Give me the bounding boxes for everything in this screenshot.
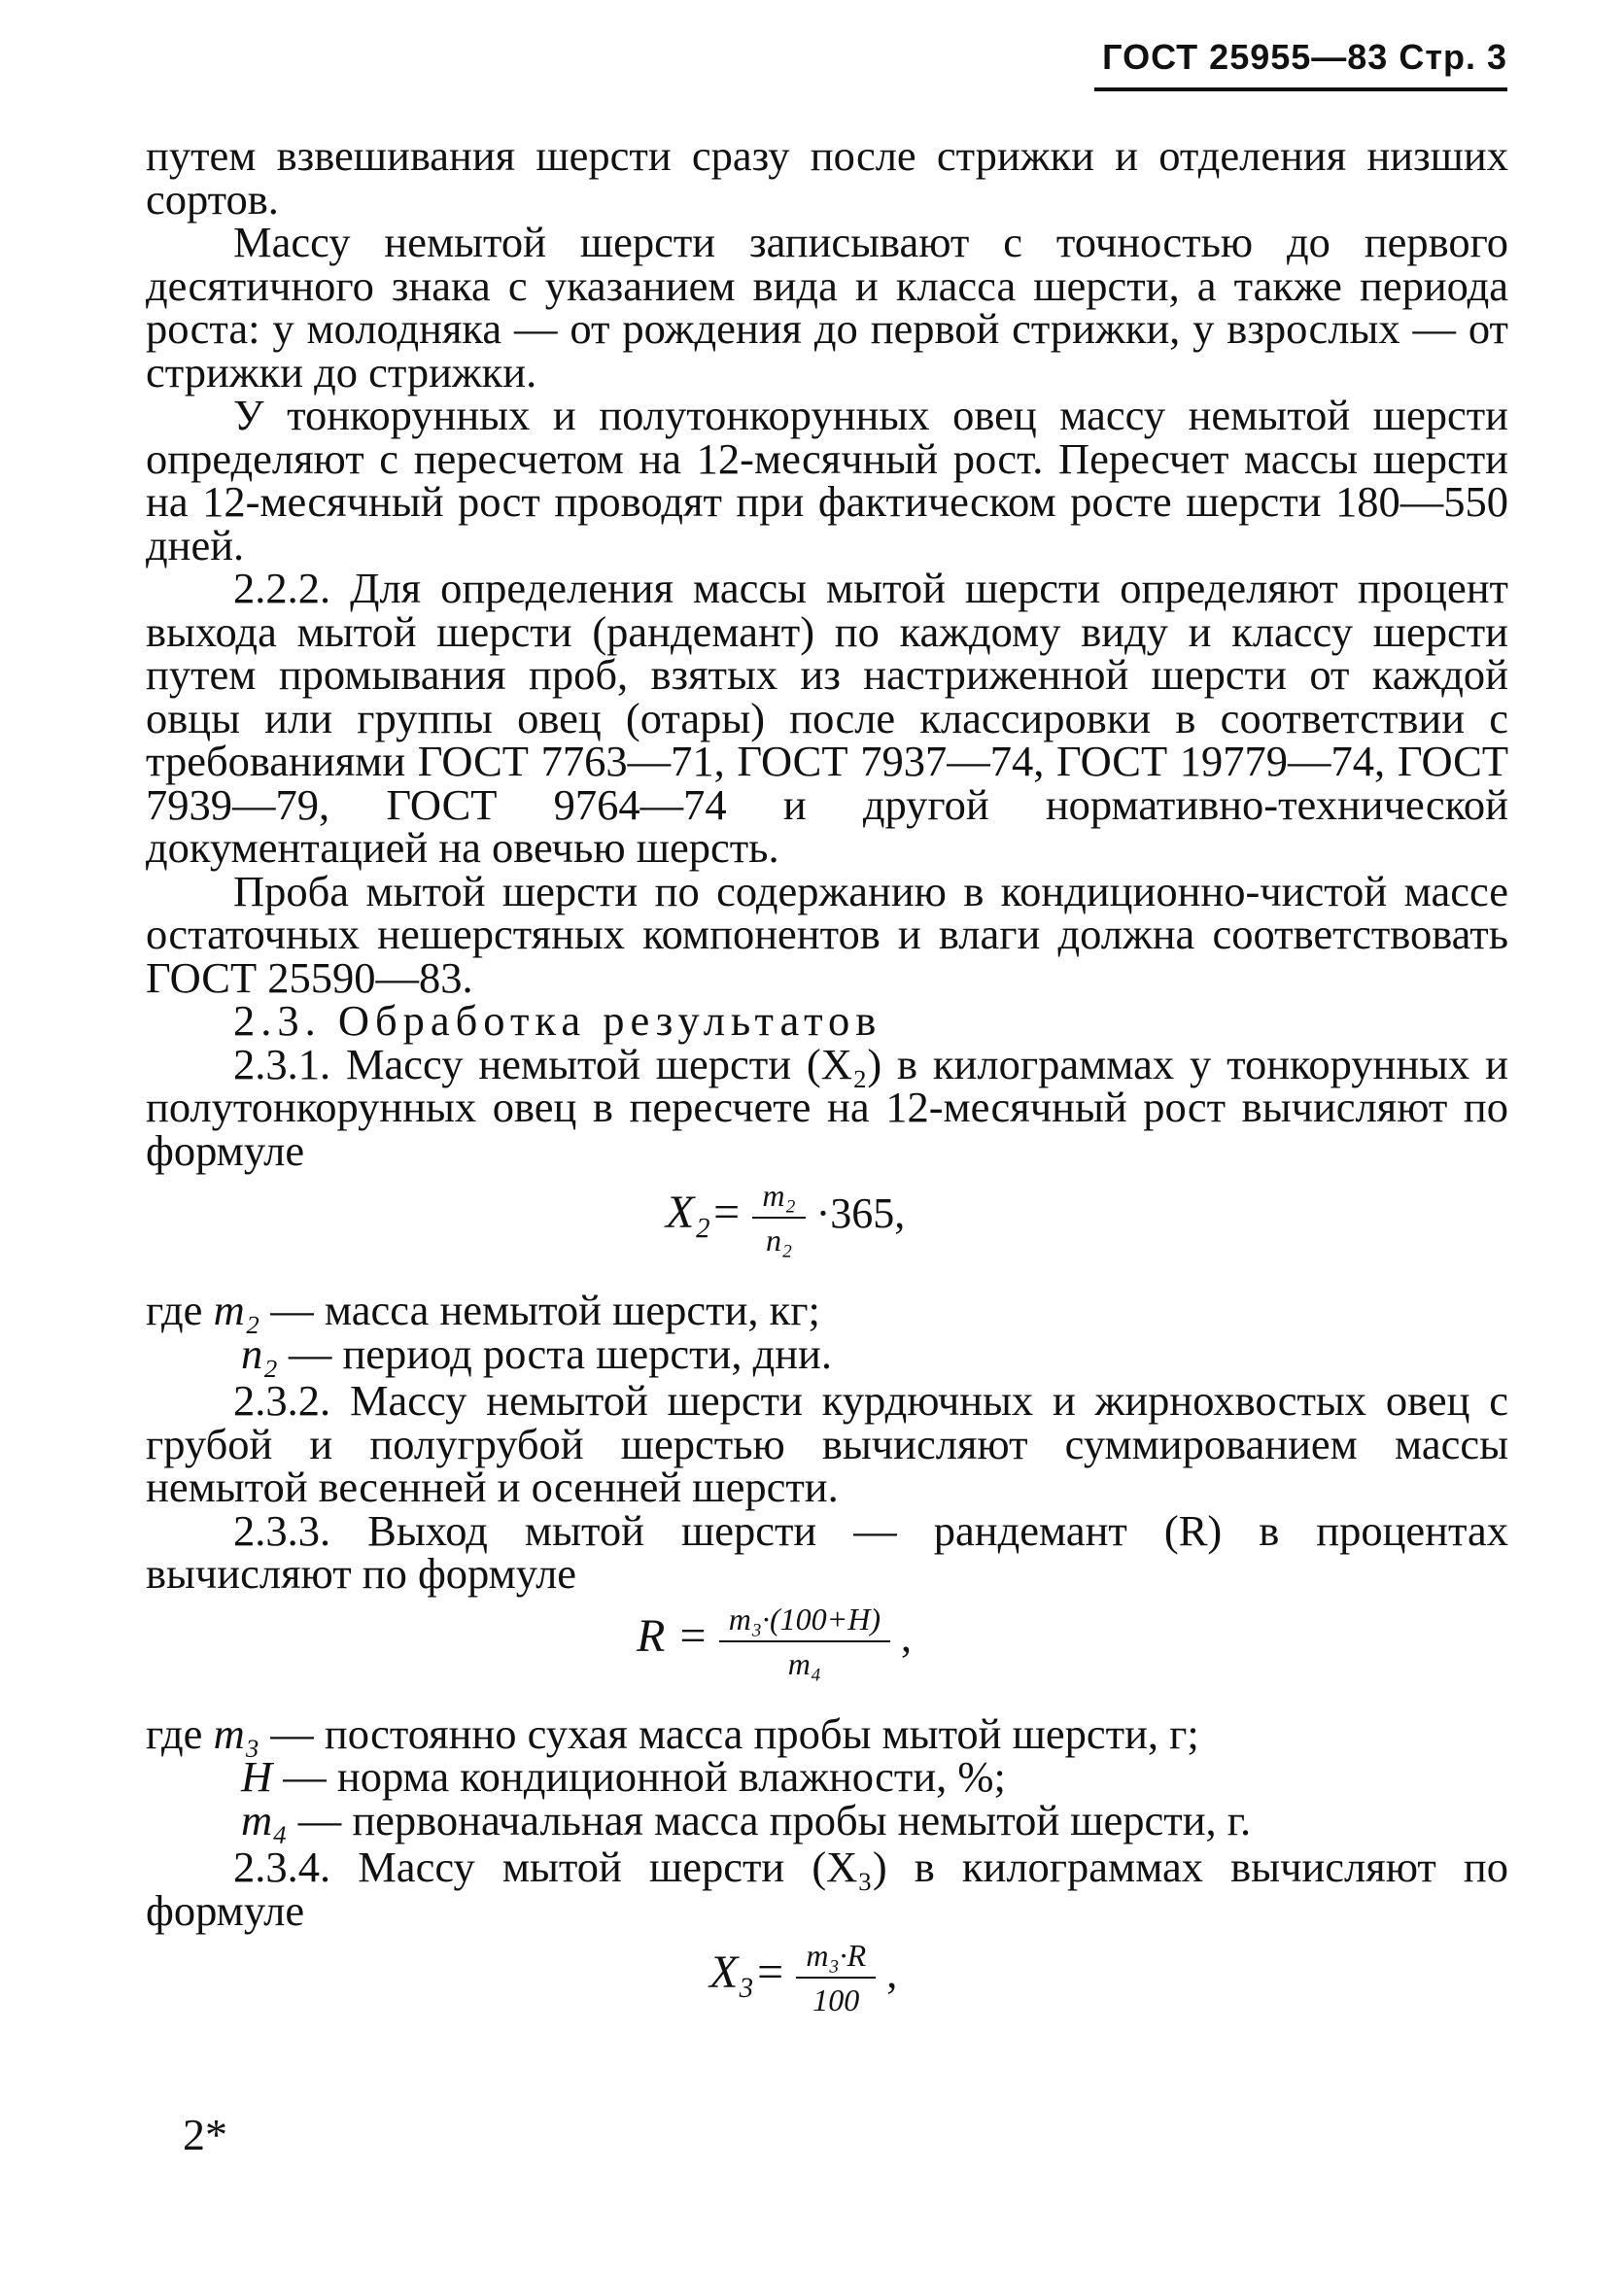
header-rule xyxy=(1094,87,1507,91)
legend-symbol: m₃ xyxy=(213,1708,260,1758)
legend-description: — масса немытой шерсти, кг; xyxy=(270,1286,820,1334)
formula-r-tail: , xyxy=(900,1612,912,1661)
formula-r-denominator: m₄ xyxy=(787,1645,821,1681)
legend-line xyxy=(146,1752,1508,1801)
paragraph-2-3-1: 2.3.1. Массу немытой шерсти (X₂) в килограммах у тонкорунных и полутонкорунных овец в пересчете на 12-месячный рост вычисляют по формуле xyxy=(146,1039,1508,1175)
legend-description: — первоначальная масса пробы немытой шерсти, г. xyxy=(297,1795,1252,1844)
formula-r-numerator: m₃·(100+H) xyxy=(719,1603,890,1642)
formula-x3-tail: , xyxy=(886,1949,898,1998)
section-title: 2.3. Обработка результатов xyxy=(233,996,882,1045)
paragraph-2-3-3: 2.3.3. Выход мытой шерсти — рандемант (R) в процентах вычисляют по формуле xyxy=(146,1505,1508,1598)
formula-x3-denominator: 100 xyxy=(812,1982,860,2017)
legend-line xyxy=(146,1795,1508,1844)
standard-number: ГОСТ 25955—83 xyxy=(1102,37,1389,77)
formula-r-fraction xyxy=(719,1603,890,1679)
formula-x3-lhs: X₃= xyxy=(709,1947,786,1999)
formula-x2-denominator: n₂ xyxy=(765,1223,793,1258)
paragraph-2-3-2: 2.3.2. Массу немытой шерсти курдючных и жирнохвостых овец с грубой и полугрубой шерстью вычисляют суммированием массы немытой весенней и осенней шерсти. xyxy=(146,1376,1508,1511)
formula-x2-tail: ·365, xyxy=(815,1189,906,1238)
legend-formula-x2 xyxy=(146,1286,1508,1378)
legend-symbol: m₄ xyxy=(241,1795,288,1844)
paragraph-continued: путем взвешивания шерсти сразу после стрижки и отделения низших сортов. xyxy=(146,131,1508,224)
formula-x3-numerator: m₃·R xyxy=(796,1940,876,1979)
paragraph-2-2-2: 2.2.2. Для определения массы мытой шерсти определяют процент выхода мытой шерсти (рандемант) по каждому виду и классу шерсти путем промывания проб, взятых из настриженной шерсти от каждой овцы или группы овец (отары) после классировки в соответствии с требованиями ГОСТ 7763—71, ГОСТ 7937—74, ГОСТ 19779—74, ГОСТ 7939—79, ГОСТ 9764—74 и другой нормативно-технической документацией на овечью шерсть. xyxy=(146,564,1508,872)
paragraph-sample-requirements: Проба мытой шерсти по содержанию в кондиционно-чистой массе остаточных нешерстяных компонентов и влаги должна соответствовать ГОСТ 25590—83. xyxy=(146,866,1508,1002)
legend-line xyxy=(146,1328,1508,1378)
paragraph-2-3-4: 2.3.4. Массу мытой шерсти (X₃) в килограммах вычисляют по формуле xyxy=(146,1843,1508,1935)
formula-x3 xyxy=(146,1940,1508,2041)
legend-formula-r xyxy=(146,1708,1508,1844)
page-header xyxy=(1102,37,1507,78)
formula-x2-fraction xyxy=(752,1180,805,1256)
formula-x3-fraction xyxy=(796,1940,876,2016)
formula-x2 xyxy=(146,1180,1508,1281)
legend-symbol: m₂ xyxy=(213,1286,260,1334)
legend-description: — постоянно сухая масса пробы мытой шерсти, г; xyxy=(270,1708,1199,1758)
legend-description: — период роста шерсти, дни. xyxy=(288,1328,832,1378)
paragraph-unwashed-mass-record: Массу немытой шерсти записывают с точностью до первого десятичного знака с указанием вида и класса шерсти, а также периода роста: у молодняка — от рождения до первой стрижки, у взрослых — от стрижки до стрижки. xyxy=(146,218,1508,396)
paragraph-12-month-recalc: У тонкорунных и полутонкорунных овец массу немытой шерсти определяют с пересчетом на 12-месячный рост. Пересчет массы шерсти на 12-месячный рост проводят при фактическом росте шерсти 180—550 дней. xyxy=(146,391,1508,569)
formula-x2-lhs: X₂= xyxy=(666,1187,743,1239)
legend-where: где xyxy=(146,1708,203,1758)
legend-where: где xyxy=(146,1286,203,1334)
page-content xyxy=(146,131,1508,2049)
formula-r xyxy=(146,1603,1508,1705)
formula-r-lhs: R = xyxy=(637,1609,708,1662)
legend-description: — норма кондиционной влажности, %; xyxy=(283,1752,1006,1801)
signature-mark: 2* xyxy=(183,2110,227,2159)
legend-line xyxy=(146,1286,1508,1334)
legend-symbol: H xyxy=(241,1752,273,1801)
formula-x2-numerator: m₂ xyxy=(752,1180,805,1219)
legend-symbol: n₂ xyxy=(241,1328,278,1378)
legend-line xyxy=(146,1708,1508,1758)
page-number: Стр. 3 xyxy=(1399,37,1507,77)
